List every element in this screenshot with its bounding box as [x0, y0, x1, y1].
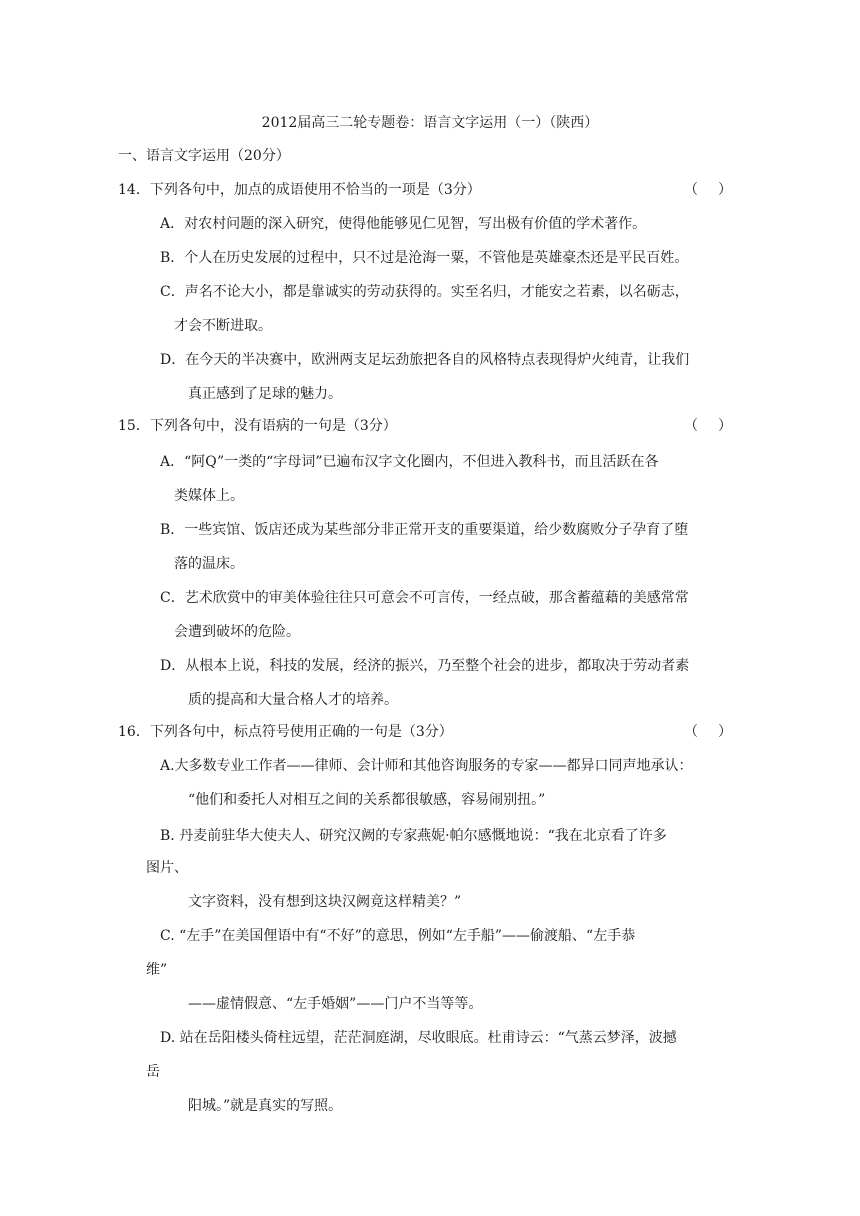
option-15-d-cont: 质的提高和大量合格人才的培养。 — [188, 692, 398, 708]
option-16-d-wrap: 岳 — [146, 1064, 160, 1080]
option-15-c-cont: 会遭到破坏的危险。 — [174, 624, 300, 640]
question-16-stem: 16．下列各句中，标点符号使用正确的一句是（3分） — [118, 724, 453, 740]
option-14-c: C．声名不论大小，都是靠诚实的劳动获得的。实至名归，才能安之若素，以名砺志， — [160, 284, 689, 300]
option-14-d-cont: 真正感到了足球的魅力。 — [188, 386, 342, 402]
section-heading: 一、语言文字运用（20分） — [118, 148, 290, 164]
option-16-c: C. “左手”在美国俚语中有“不好”的意思，例如“左手船”——偷渡船、“左手恭 — [160, 928, 636, 944]
option-16-b-cont: 文字资料，没有想到这块汉阙竟这样精美？” — [188, 894, 462, 910]
option-16-a: A.大多数专业工作者——律师、会计师和其他咨询服务的专家——都异口同声地承认： — [160, 758, 693, 774]
page-title: 2012届高三二轮专题卷：语言文字运用（一）（陕西） — [261, 115, 599, 131]
option-16-a-cont: “他们和委托人对相互之间的关系都很敏感，容易闹别扭。” — [188, 792, 546, 808]
option-15-b: B．一些宾馆、饭店还成为某些部分非正常开支的重要渠道，给少数腐败分子孕育了堕 — [160, 522, 689, 538]
option-15-a: A．“阿Q”一类的“字母词”已遍布汉字文化圈内，不但进入教科书，而且活跃在各 — [160, 454, 659, 470]
option-15-d: D．从根本上说，科技的发展，经济的振兴，乃至整个社会的进步，都取决于劳动者素 — [160, 658, 690, 674]
option-16-c-wrap: 维” — [146, 962, 168, 978]
question-15-stem: 15．下列各句中，没有语病的一句是（3分） — [118, 418, 397, 434]
option-16-d: D. 站在岳阳楼头倚柱远望，茫茫洞庭湖，尽收眼底。杜甫诗云：“气蒸云梦泽，波撼 — [160, 1030, 677, 1046]
option-15-a-cont: 类媒体上。 — [174, 488, 244, 504]
option-16-d-cont: 阳城。”就是真实的写照。 — [188, 1098, 343, 1114]
option-14-b: B．个人在历史发展的过程中，只不过是沧海一粟，不管他是英雄豪杰还是平民百姓。 — [160, 250, 689, 266]
option-14-d: D．在今天的半决赛中，欧洲两支足坛劲旅把各自的风格特点表现得炉火纯青，让我们 — [160, 352, 690, 368]
option-15-b-cont: 落的温床。 — [174, 556, 244, 572]
option-15-c: C．艺术欣赏中的审美体验往往只可意会不可言传，一经点破，那含蓄蕴藉的美感常常 — [160, 590, 689, 606]
option-16-b: B. 丹麦前驻华大使夫人、研究汉阙的专家燕妮·帕尔感慨地说：“我在北京看了许多 — [160, 828, 667, 844]
option-14-a: A．对农村问题的深入研究，使得他能够见仁见智，写出极有价值的学术著作。 — [160, 216, 647, 232]
document-page: 2012届高三二轮专题卷：语言文字运用（一）（陕西） 一、语言文字运用（20分） 14．下列各句中，加点的成语使用不恰当的一项是（3分） （ ） A．对农村问题的深入研究，使得他能够见仁见智，写出极有价值的学术著作。 B．个人在历史发展的过程中，只不过是沧海一粟，不管他是英雄豪杰还是平民百姓。 C．声名不论大小，都是靠诚实的劳动获得的。实至名归，才能安之若素，以名砺志， 才会不断进取。 D．在今天的半决赛中，欧洲两支足坛劲旅把各自的风格特点表现得炉火纯青，让我们 真正感到了足球的魅力。 15．下列各句中，没有语病的一句是（3分） （ ） A．“阿Q”一类的“字母词”已遍布汉字文化圈内，不但进入教科书，而且活跃在各 类媒体上。 B．一些宾馆、饭店还成为某些部分非正常开支的重要渠道，给少数腐败分子孕育了堕 落的温床。 C．艺术欣赏中的审美体验往往只可意会不可言传，一经点破，那含蓄蕴藉的美感常常 会遭到破坏的危险。 D．从根本上说，科技的发展，经济的振兴，乃至整个社会的进步，都取决于劳动者素 质的提高和大量合格人才的培养。 16．下列各句中，标点符号使用正确的一句是（3分） （ ） A.大多数专业工作者——律师、会计师和其他咨询服务的专家——都异口同声地承认： “他们和委托人对相互之间的关系都很敏感，容易闹别扭。” B. 丹麦前驻华大使夫人、研究汉阙的专家燕妮·帕尔感慨地说：“我在北京看了许多 图片、 文字资料，没有想到这块汉阙竟这样精美？” C. “左手”在美国俚语中有“不好”的意思，例如“左手船”——偷渡船、“左手恭 维” ——虚情假意、“左手婚姻”——门户不当等等。 D. 站在岳阳楼头倚柱远望，茫茫洞庭湖，尽收眼底。杜甫诗云：“气蒸云梦泽，波撼 岳 阳城。”就是真实的写照。 — [0, 0, 860, 1216]
question-14-stem: 14．下列各句中，加点的成语使用不恰当的一项是（3分） — [118, 182, 481, 198]
option-16-c-cont: ——虚情假意、“左手婚姻”——门户不当等等。 — [188, 996, 483, 1012]
option-16-b-wrap: 图片、 — [146, 860, 188, 876]
option-14-c-cont: 才会不断进取。 — [174, 318, 272, 334]
